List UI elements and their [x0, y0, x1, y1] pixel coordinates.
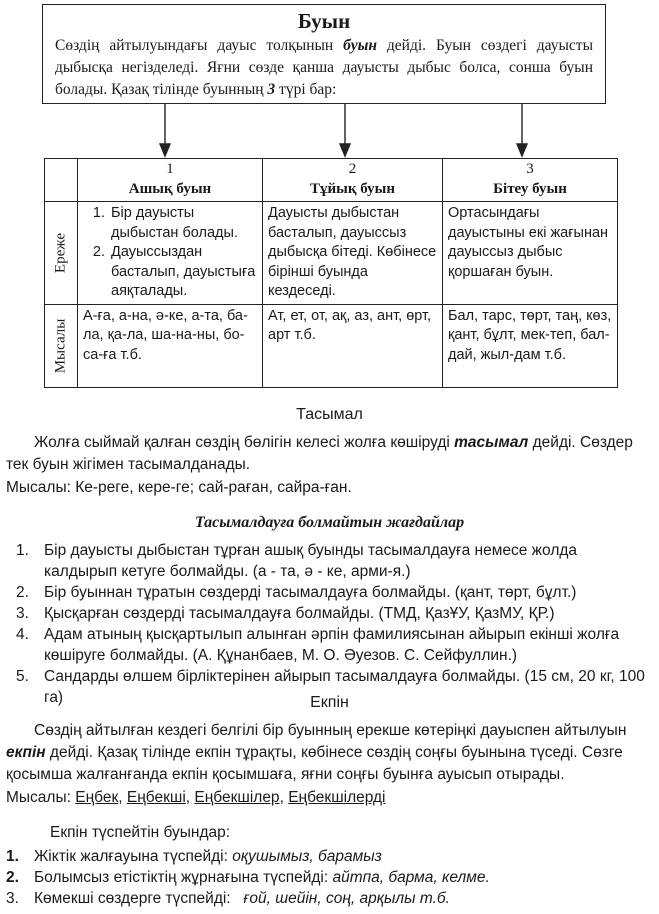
column-number: 2: [348, 161, 357, 177]
definition-text: Жолға сыймай қалған сөздің бөлігін келесі жолға көшіруді: [34, 434, 455, 451]
unstressed-list: [6, 846, 651, 909]
rule-list: [83, 204, 257, 302]
list-number: 2.: [6, 869, 19, 886]
column-number: 3: [526, 161, 534, 177]
arrow-1-head: [160, 144, 170, 156]
list-item: [6, 888, 651, 909]
list-number: 1.: [6, 848, 19, 865]
list-item: [16, 624, 648, 666]
example-word: Еңбекшілерді: [288, 789, 386, 806]
syllable-types-table: [44, 158, 618, 388]
list-text: Болымсыз етістіктің жұрнағына түспейді:: [34, 869, 333, 886]
list-item: [16, 603, 648, 624]
list-number: 3.: [16, 605, 29, 622]
column-header-3: [443, 159, 618, 202]
intro-text-2: дейді. Буын сөздегі дауысты дыбысқа негізделеді. Яғни сөзде қанша дауысты дыбыс болса, сонша буын болады. Қазақ тілінде буынның: [55, 37, 593, 98]
definition-term: тасымал: [454, 434, 529, 451]
list-text: Жіктік жалғауына түспейді:: [34, 848, 233, 865]
hyphenation-example: Мысалы: Ке-реге, кере-ге; сай-раған, сайра-ған.: [6, 479, 352, 496]
list-text: Сандарды өлшем бірліктерінен айырып тасымалдауға болмайды. (15 см, 20 кг, 100 га): [44, 668, 645, 706]
list-number: 1.: [16, 542, 29, 559]
list-text: Қысқарған сөздерді тасымалдауға болмайды. (ТМД, ҚазҰУ, ҚазМУ, ҚР.): [44, 605, 555, 622]
list-number: 4.: [16, 626, 29, 643]
list-text: Бір дауысты дыбыстан тұрған ашық буынды тасымалдауға немесе жолда калдырып кетуге болмайды. (а - та, ә - ке, арми-я.): [44, 542, 578, 580]
list-item: 2. Дауыссыздан басталып, дауыстыға аяқталады.: [109, 243, 257, 302]
syllable-intro: [55, 35, 593, 101]
arrow-3-head: [517, 144, 527, 156]
stress-examples: Мысалы: Еңбек, Еңбекші, Еңбекшілер, Еңбекшілерді: [6, 789, 386, 806]
definition-text: Сөздің айтылған кездегі белгілі бір буынның ерекше көтеріңкі дауыспен айтылуын: [34, 722, 627, 739]
row-label-cell: [45, 304, 78, 387]
table-cell: Бал, тарс, төрт, таң, көз, қант, бұлт, мек-теп, бал-дай, жыл-дам т.б.: [443, 304, 618, 387]
column-name: Тұйық буын: [309, 180, 396, 197]
definition-text-2: дейді. Қазақ тілінде екпін тұрақты, көбінесе сөздің соңғы буынына түседі. Сөзге қосымша жалғанғанда екпін қосымшаға, яғни соңғы буынға ауысып отырады.: [6, 744, 623, 783]
row-label-example: Мысалы: [52, 318, 69, 373]
list-text: Бір буыннан тұратын сөздерді тасымалдауға болмайды. (қант, төрт, бұлт.): [44, 584, 577, 601]
branch-arrows: [0, 104, 659, 164]
row-label-rule: Ереже: [52, 232, 69, 273]
list-example: оқушымыз, барамыз: [232, 848, 382, 865]
intro-term: буын: [343, 37, 377, 54]
list-number: 5.: [16, 668, 29, 685]
example-word: Еңбекшілер: [194, 789, 280, 806]
hyphenation-definition: [6, 432, 646, 476]
list-item: [6, 846, 651, 867]
list-number: 2.: [16, 584, 29, 601]
arrow-2-head: [340, 144, 350, 156]
row-label-cell: [45, 202, 78, 305]
list-item: 1. Бір дауысты дыбыстан болады.: [109, 204, 257, 243]
hyphenation-title: Тасымал: [296, 406, 363, 423]
stress-definition: [6, 720, 646, 786]
corner-cell: [45, 159, 78, 202]
hyphenation-rules-list: [16, 540, 648, 708]
list-number: 3.: [6, 890, 19, 907]
table-cell: [78, 202, 263, 305]
table-cell: Дауысты дыбыстан басталып, дауыссыз дыбысқа бітеді. Көбінесе бірінші буында кездеседі.: [263, 202, 443, 305]
list-text: Адам атының қысқартылып алынған әрпін фамилиясынан айырып екінші жолға көшіруге болмайды. (А. Құнанбаев, М. О. Әуезов. С. Сейфуллин.): [44, 626, 620, 664]
table-cell: Ат, ет, от, ақ, аз, ант, өрт, арт т.б.: [263, 304, 443, 387]
intro-text: Сөздің айтылуындағы дауыс толқынын: [55, 37, 344, 54]
definition-term: екпін: [6, 744, 46, 761]
list-item: [16, 540, 648, 582]
example-word: Еңбекші: [126, 789, 186, 806]
syllable-title: Буын: [297, 9, 351, 33]
table-cell: А-ға, а-на, ә-ке, а-та, ба-ла, қа-ла, ша-на-ны, бо-са-ға т.б.: [78, 304, 263, 387]
syllable-definition-box: [42, 4, 606, 104]
column-number: 1: [166, 161, 174, 177]
examples-label: Мысалы:: [6, 789, 76, 806]
intro-text-3: түрі бар:: [275, 81, 337, 98]
definition-text-2: дейді. Сөздер тек буын жігімен тасымалданады.: [6, 434, 633, 473]
stress-title: Екпін: [310, 694, 349, 711]
intro-count: 3: [267, 81, 276, 98]
list-item: [6, 867, 651, 888]
table-row-example: [45, 304, 618, 387]
example-word: Еңбек: [75, 789, 119, 806]
list-item: [16, 582, 648, 603]
column-header-1: [78, 159, 263, 202]
table-cell: Ортасындағы дауыстыны екі жағынан дауыссыз дыбыс қоршаған буын.: [443, 202, 618, 305]
list-example: айтпа, барма, келме.: [332, 869, 490, 886]
hyphenation-subtitle: Тасымалдауға болмайтын жағдайлар: [194, 514, 465, 531]
list-text: Көмекші сөздерге түспейді:: [34, 890, 244, 907]
column-name: Ашық буын: [128, 180, 212, 197]
list-example: ғой, шейін, соң, арқылы т.б.: [243, 890, 450, 907]
unstressed-title: Екпін түспейтін буындар:: [50, 824, 231, 841]
column-header-2: [263, 159, 443, 202]
table-row-rule: [45, 202, 618, 305]
column-name: Бітеу буын: [493, 180, 567, 197]
table-header-row: [45, 159, 618, 202]
